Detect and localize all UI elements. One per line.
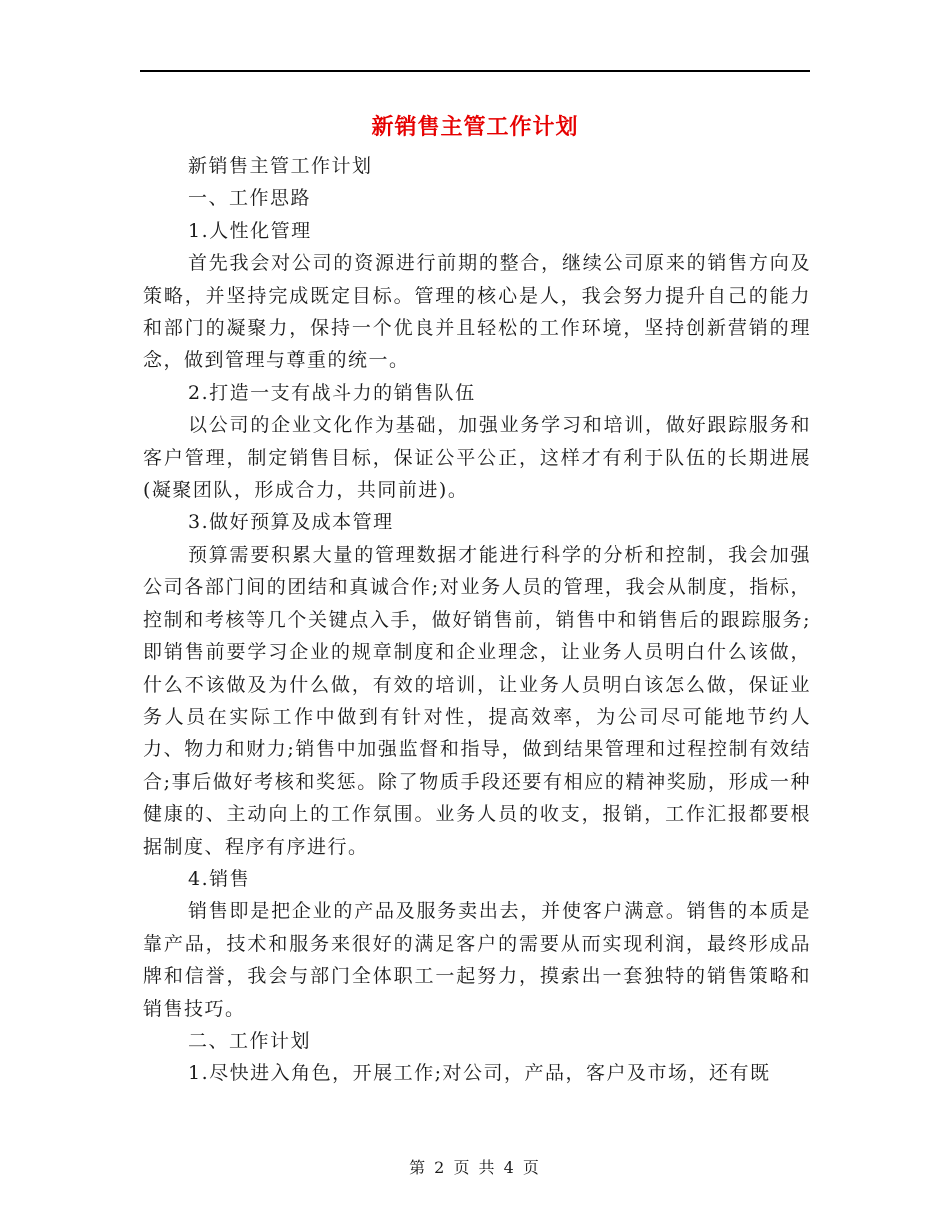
page-number-footer: 第 2 页 共 4 页 [409,1158,541,1177]
subheading-budget-cost: 3.做好预算及成本管理 [188,511,394,534]
paragraph-subtitle: 新销售主管工作计划 [188,155,373,177]
subheading-sales-team: 2.打造一支有战斗力的销售队伍 [188,381,476,404]
header-rule [140,70,810,72]
section-heading-work-plan: 二、工作计划 [188,1029,312,1052]
paragraph-humanized-management: 首先我会对公司的资源进行前期的整合，继续公司原来的销售方向及策略，并坚持完成既定目标。管理的核心是人，我会努力提升自己的能力和部门的凝聚力，保持一个优良并且轻松的工作环境，坚持创新营销的理念，做到管理与尊重的统一。 [143,252,811,372]
paragraph-budget-cost: 预算需要积累大量的管理数据才能进行科学的分析和控制，我会加强公司各部门间的团结和真诚合作;对业务人员的管理，我会从制度，指标，控制和考核等几个关键点入手，做好销售前，销售中和销售后的跟踪服务;即销售前要学习企业的规章制度和企业理念，让业务人员明白什么该做，什么不该做及为什么做，有效的培训，让业务人员明白该怎么做，保证业务人员在实际工作中做到有针对性，提高效率，为公司尽可能地节约人力、物力和财力;销售中加强监督和指导，做到结果管理和过程控制有效结合;事后做好考核和奖惩。除了物质手段还要有相应的精神奖励，形成一种健康的、主动向上的工作氛围。业务人员的收支，报销，工作汇报都要根据制度、程序有序进行。 [143,543,811,858]
paragraph-work-plan-1: 1.尽快进入角色，开展工作;对公司，产品，客户及市场，还有既 [188,1062,771,1085]
subheading-humanized-management: 1.人性化管理 [188,219,312,242]
paragraph-sales: 销售即是把企业的产品及服务卖出去，并使客户满意。销售的本质是靠产品，技术和服务来很好的满足客户的需要从而实现利润，最终形成品牌和信誉，我会与部门全体职工一起努力，摸索出一套独特的销售策略和销售技巧。 [143,900,811,1020]
paragraph-sales-team: 以公司的企业文化作为基础，加强业务学习和培训，做好跟踪服务和客户管理，制定销售目标，保证公平公正，这样才有利于队伍的长期进展(凝聚团队，形成合力，共同前进)。 [143,414,811,502]
document-body [143,150,811,1090]
section-heading-work-ideas: 一、工作思路 [188,187,312,210]
subheading-sales: 4.销售 [188,867,251,890]
document-title: 新销售主管工作计划 [371,114,579,140]
